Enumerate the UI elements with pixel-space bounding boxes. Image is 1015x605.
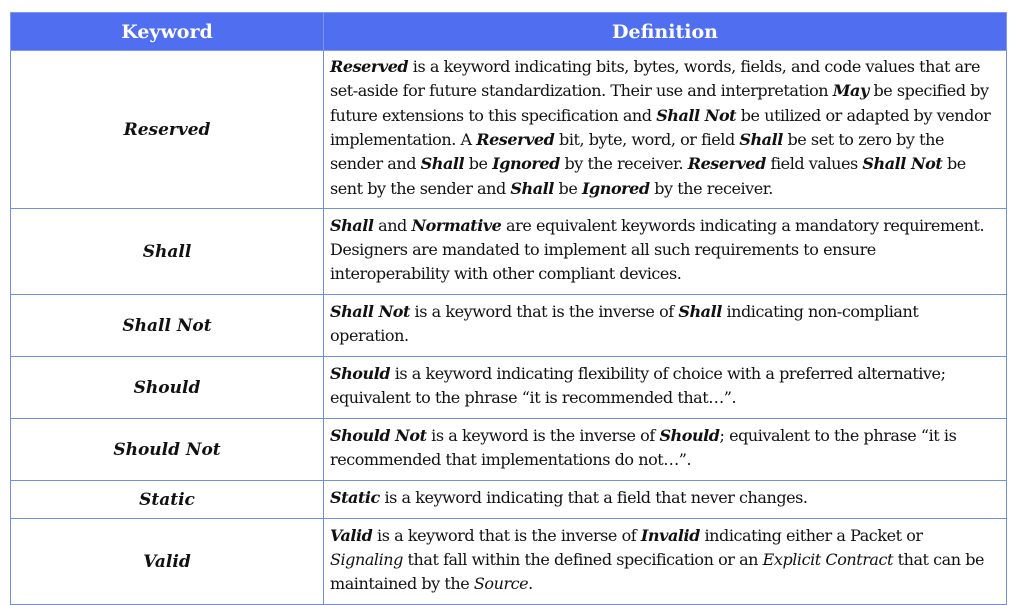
keyword-cell: Shall Not: [11, 295, 324, 357]
definition-text: indicating either a Packet or: [699, 525, 923, 545]
definition-text: by the receiver.: [649, 178, 773, 198]
definition-text: indicating non-compliant operation.: [330, 301, 919, 345]
definition-cell: [324, 357, 1007, 419]
definition-text: be set to zero by the sender and: [330, 130, 945, 174]
keyword-term: May: [832, 81, 869, 101]
keyword-term: Valid: [330, 525, 373, 545]
keyword-term: Shall Not: [330, 301, 410, 321]
keyword-term: Should Not: [330, 425, 427, 445]
keyword-term: Reserved: [687, 154, 766, 174]
keyword-column-header: Keyword: [11, 13, 324, 51]
definition-text: and: [373, 215, 412, 235]
keyword-cell: Should Not: [11, 419, 324, 481]
table-row: [11, 209, 1007, 295]
definition-text: bit, byte, word, or field: [554, 130, 740, 149]
keyword-term: Shall: [678, 301, 722, 321]
table-header-row: [11, 13, 1007, 51]
table-row: [11, 51, 1007, 209]
definition-cell: [324, 51, 1007, 209]
keyword-definition-table: [10, 12, 1007, 605]
keyword-term: Ignored: [581, 178, 650, 198]
definition-cell: [324, 295, 1007, 357]
definition-text: be utilized or adapted by vendor implementation. A: [330, 105, 991, 149]
definition-text: is a keyword is the inverse of: [426, 425, 660, 445]
keyword-term: Shall Not: [656, 105, 737, 125]
keyword-term: Shall: [739, 130, 783, 149]
definition-text: are equivalent keywords indicating a mandatory requirement. Designers are mandated to implement all such requirements to ensure interoperability with other compliant devices.: [330, 215, 985, 284]
definition-cell: [324, 519, 1007, 605]
definition-cell: [324, 481, 1007, 519]
table-row: [11, 481, 1007, 519]
definition-text: ; equivalent to the phrase “it is recommended that implementations do not…”.: [330, 425, 957, 469]
keyword-cell: Reserved: [11, 51, 324, 209]
definition-text: that fall within the defined specification or an: [402, 549, 763, 569]
keyword-term: Static: [330, 487, 380, 507]
italic-term: Explicit Contract: [762, 549, 893, 569]
keyword-cell: Static: [11, 481, 324, 519]
definition-text: be: [464, 154, 493, 174]
table-row: [11, 519, 1007, 605]
keyword-term: Shall: [510, 178, 554, 198]
definition-cell: [324, 209, 1007, 295]
definition-column-header: Definition: [324, 13, 1007, 51]
definition-text: is a keyword that is the inverse of: [372, 525, 641, 545]
definition-text: field values: [765, 154, 863, 174]
keyword-cell: Valid: [11, 519, 324, 605]
keyword-term: Shall Not: [862, 154, 943, 174]
keyword-term: Should: [659, 425, 720, 445]
definition-cell: [324, 419, 1007, 481]
keyword-term: Reserved: [330, 57, 409, 77]
keyword-cell: Should: [11, 357, 324, 419]
definition-text: by the receiver.: [559, 154, 688, 174]
definition-text: is a keyword that is the inverse of: [409, 301, 679, 321]
definition-text: that can be maintained by the: [330, 549, 985, 594]
keyword-term: Should: [330, 363, 391, 383]
table-row: [11, 295, 1007, 357]
keyword-term: Invalid: [640, 525, 700, 545]
definition-text: .: [528, 574, 533, 594]
keyword-term: Ignored: [492, 154, 560, 174]
definition-text: be sent by the sender and: [330, 154, 966, 198]
definition-text: is a keyword indicating bits, bytes, words, fields, and code values that are set-aside for future standardization. Their use and interpretation: [330, 57, 980, 101]
table-row: [11, 419, 1007, 481]
definition-text: be specified by future extensions to this specification and: [330, 81, 989, 125]
definition-text: is a keyword indicating flexibility of choice with a preferred alternative; equivalent to the phrase “it is recommended that…”.: [330, 363, 946, 407]
keyword-term: Reserved: [476, 130, 555, 149]
keyword-term: Shall: [330, 215, 374, 235]
definition-text: is a keyword indicating that a field that never changes.: [379, 487, 808, 507]
keyword-cell: Shall: [11, 209, 324, 295]
italic-term: Source: [473, 574, 529, 594]
keyword-term: Shall: [420, 154, 465, 174]
definition-text: be: [553, 178, 582, 198]
table-row: [11, 357, 1007, 419]
keyword-term: Normative: [411, 215, 502, 235]
italic-term: Signaling: [330, 549, 403, 569]
